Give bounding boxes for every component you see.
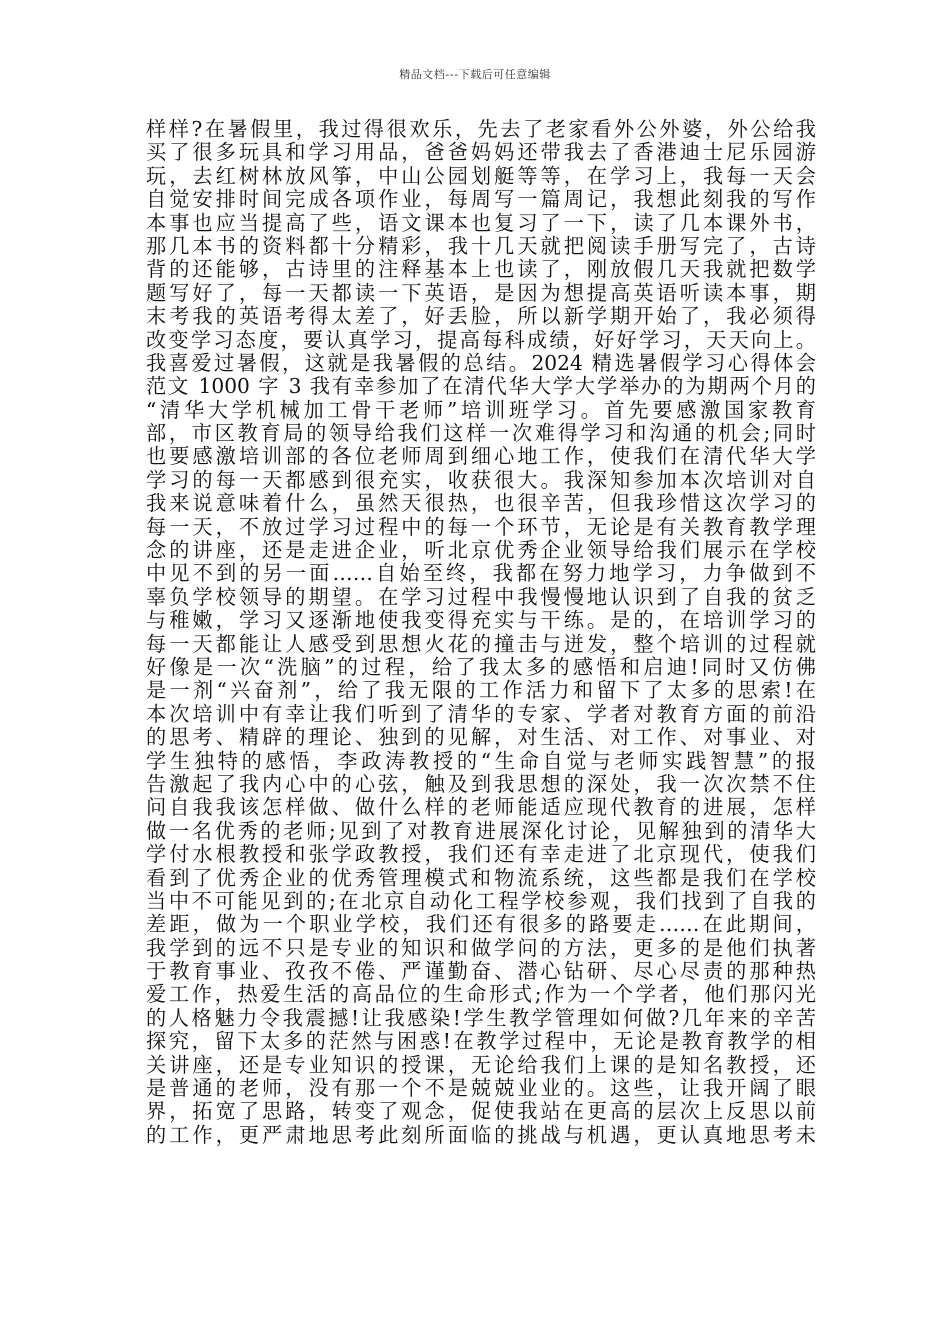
body-line: 本事也应当提高了些，语文课本也复习了一下，读了几本课外书， (146, 211, 816, 235)
body-line: 自觉安排时间完成各项作业，每周写一篇周记，我想此刻我的写作 (146, 188, 816, 212)
body-line: 告激起了我内心中的心弦，触及到我思想的深处，我一次次禁不住 (146, 772, 816, 796)
body-line: 好像是一次“洗脑”的过程，给了我太多的感悟和启迪!同时又仿佛 (146, 655, 816, 679)
body-line: 差距，做为一个职业学校，我们还有很多的路要走……在此期间， (146, 913, 816, 937)
body-line: 界，拓宽了思路，转变了观念，促使我站在更高的层次上反思以前 (146, 1100, 816, 1124)
body-line: 学付水根教授和张学政教授，我们还有幸走进了北京现代，使我们 (146, 843, 816, 867)
body-line: 部，市区教育局的领导给我们这样一次难得学习和沟通的机会;同时 (146, 422, 816, 446)
body-line: 本次培训中有幸让我们听到了清华的专家、学者对教育方面的前沿 (146, 702, 816, 726)
body-line: 学习的每一天都感到很充实，收获很大。我深知参加本次培训对自 (146, 468, 816, 492)
body-line: 每一天都能让人感受到思想火花的撞击与迸发，整个培训的过程就 (146, 632, 816, 656)
body-line: 问自我我该怎样做、做什么样的老师能适应现代教育的进展，怎样 (146, 796, 816, 820)
body-line: 的工作，更严肃地思考此刻所面临的挑战与机遇，更认真地思考未 (146, 1123, 816, 1147)
body-line: 玩，去红树林放风筝，中山公园划艇等等，在学习上，我每一天会 (146, 164, 816, 188)
body-line: 背的还能够，古诗里的注释基本上也读了，刚放假几天我就把数学 (146, 258, 816, 282)
body-line: 的思考、精辟的理论、独到的见解，对生活、对工作、对事业、对 (146, 726, 816, 750)
body-line: 买了很多玩具和学习用品，爸爸妈妈还带我去了香港迪士尼乐园游 (146, 141, 816, 165)
page-header: 精品文档---下载后可任意编辑 (399, 68, 551, 81)
body-line: 我喜爱过暑假，这就是我暑假的总结。2024 精选暑假学习心得体会 (146, 351, 816, 375)
body-text (146, 118, 816, 1147)
body-line: 爱工作，热爱生活的高品位的生命形式;作为一个学者，他们那闪光 (146, 983, 816, 1007)
body-line: 那几本书的资料都十分精彩，我十几天就把阅读手册写完了，古诗 (146, 234, 816, 258)
body-line: 辜负学校领导的期望。在学习过程中我慢慢地认识到了自我的贫乏 (146, 585, 816, 609)
body-line: 末考我的英语考得太差了，好丢脸，所以新学期开始了，我必须得 (146, 305, 816, 329)
body-line: 范文 1000 字 3 我有幸参加了在清代华大学大学举办的为期两个月的 (146, 375, 816, 399)
body-line: 每一天，不放过学习过程中的每一个环节，无论是有关教育教学理 (146, 515, 816, 539)
body-line: “清华大学机械加工骨干老师”培训班学习。首先要感激国家教育 (146, 398, 816, 422)
body-line: 念的讲座，还是走进企业，听北京优秀企业领导给我们展示在学校 (146, 539, 816, 563)
body-line: 的人格魅力令我震撼!让我感染!学生教学管理如何做?几年来的辛苦 (146, 1006, 816, 1030)
body-line: 是普通的老师，没有那一个不是兢兢业业的。这些，让我开阔了眼 (146, 1077, 816, 1101)
body-line: 题写好了，每一天都读一下英语，是因为想提高英语听读本事，期 (146, 281, 816, 305)
body-line: 样样?在暑假里，我过得很欢乐，先去了老家看外公外婆，外公给我 (146, 118, 816, 141)
body-line: 与稚嫩，学习又逐渐地使我变得充实与干练。是的，在培训学习的 (146, 609, 816, 633)
body-line: 我学到的远不只是专业的知识和做学问的方法，更多的是他们执著 (146, 936, 816, 960)
body-line: 中见不到的另一面……自始至终，我都在努力地学习，力争做到不 (146, 562, 816, 586)
body-line: 探究，留下太多的茫然与困惑!在教学过程中，无论是教育教学的相 (146, 1030, 816, 1054)
body-line: 改变学习态度，要认真学习，提高每科成绩，好好学习，天天向上。 (146, 328, 816, 352)
body-line: 看到了优秀企业的优秀管理模式和物流系统，这些都是我们在学校 (146, 866, 816, 890)
body-line: 我来说意味着什么，虽然天很热，也很辛苦，但我珍惜这次学习的 (146, 492, 816, 516)
body-line: 也要感激培训部的各位老师周到细心地工作，使我们在清代华大学 (146, 445, 816, 469)
body-line: 是一剂“兴奋剂”，给了我无限的工作活力和留下了太多的思索!在 (146, 679, 816, 703)
body-line: 学生独特的感悟，李政涛教授的“生命自觉与老师实践智慧”的报 (146, 749, 816, 773)
body-line: 于教育事业、孜孜不倦、严谨勤奋、潜心钻研、尽心尽责的那种热 (146, 960, 816, 984)
body-line: 当中不可能见到的;在北京自动化工程学校参观，我们找到了自我的 (146, 889, 816, 913)
body-line: 做一名优秀的老师;见到了对教育进展深化讨论，见解独到的清华大 (146, 819, 816, 843)
body-line: 关讲座，还是专业知识的授课，无论给我们上课的是知名教授，还 (146, 1053, 816, 1077)
